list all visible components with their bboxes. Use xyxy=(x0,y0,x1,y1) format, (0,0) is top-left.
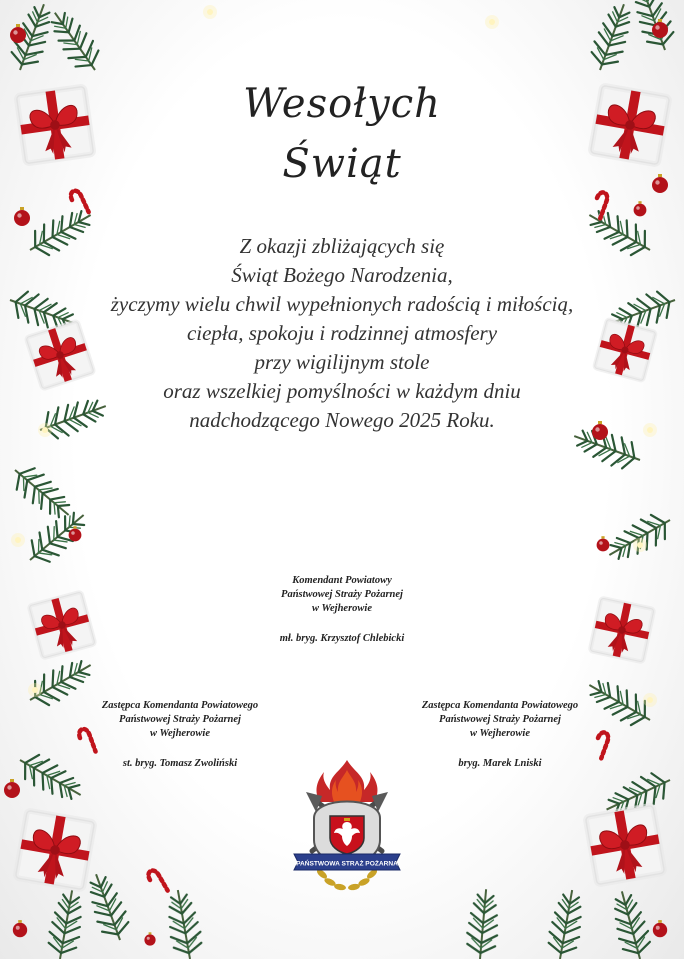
signature-name: st. bryg. Tomasz Zwoliński xyxy=(122,758,238,769)
emblem-banner-text: PAŃSTWOWA STRAŻ POŻARNA xyxy=(296,860,398,868)
deputy-right-signature xyxy=(380,699,620,771)
greeting-line: Świąt Bożego Narodzenia, xyxy=(231,263,453,287)
signature-title: w Wejherowie xyxy=(470,728,530,739)
signature-title: w Wejherowie xyxy=(312,603,372,614)
signature-name: bryg. Marek Lniski xyxy=(458,758,542,769)
greeting-message xyxy=(70,232,614,435)
signature-title: Zastępca Komendanta Powiatowego xyxy=(421,700,579,711)
greeting-line: Z okazji zbliżających się xyxy=(239,234,445,258)
signature-title: Zastępca Komendanta Powiatowego xyxy=(101,700,259,711)
signature-title: Państwowej Straży Pożarnej xyxy=(439,714,561,725)
card-title-line-2: Świąt xyxy=(282,141,402,187)
signature-name: mł. bryg. Krzysztof Chlebicki xyxy=(279,633,405,644)
greeting-line: ciepła, spokoju i rodzinnej atmosfery xyxy=(186,321,498,345)
signature-title: Komendant Powiatowy xyxy=(292,575,392,586)
signature-title: Państwowej Straży Pożarnej xyxy=(119,714,241,725)
greeting-line: nadchodzącego Nowego 2025 Roku. xyxy=(189,408,495,432)
fire-service-emblem-icon xyxy=(292,756,402,896)
deputy-left-signature xyxy=(60,699,300,771)
commander-signature xyxy=(222,574,462,646)
greeting-line: oraz wszelkiej pomyślności w każdym dniu xyxy=(163,379,521,403)
card-title-line-1: Wesołych xyxy=(243,81,441,127)
greeting-line: życzymy wielu chwil wypełnionych radością i miłością, xyxy=(110,292,574,316)
signature-title: Państwowej Straży Pożarnej xyxy=(281,589,403,600)
signature-title: w Wejherowie xyxy=(150,728,210,739)
greeting-line: przy wigilijnym stole xyxy=(254,350,430,374)
